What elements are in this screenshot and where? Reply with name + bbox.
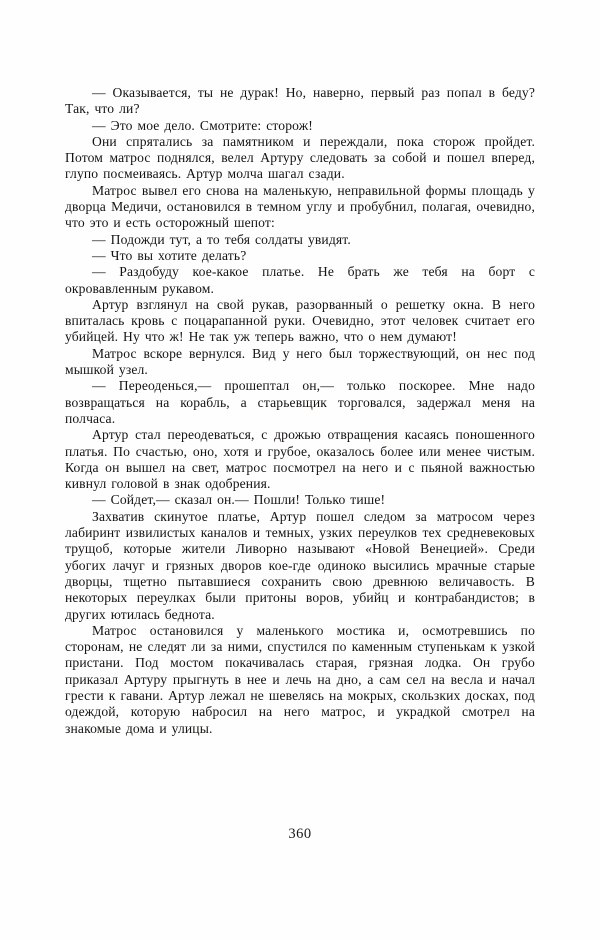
paragraph: Артур стал переодеваться, с дрожью отвращения касаясь поношенного платья. По счастью, оно, хотя и грубое, оказалось более или менее чистым. Когда он вышел на свет, матрос посмотрел на него и с пьяной важностью кивнул головой в знак одобрения. (65, 427, 535, 492)
paragraph: Артур взглянул на свой рукав, разорванный о решетку окна. В него впиталась кровь с поцарапанной руки. Очевидно, этот человек считает его убийцей. Ну что ж! Не так уж теперь важно, что о нем думают! (65, 296, 535, 345)
page-number: 360 (288, 826, 312, 842)
paragraph: — Раздобуду кое-какое платье. Не брать же тебя на борт с окровавленным рукавом. (65, 264, 535, 296)
paragraph: — Сойдет,— сказал он.— Пошли! Только тише! (92, 492, 386, 508)
paragraph: — Подожди тут, а то тебя солдаты увидят. (92, 231, 351, 247)
paragraph: — Это мое дело. Смотрите: сторож! (92, 117, 313, 133)
paragraph: Матрос остановился у маленького мостика и, осмотревшись по сторонам, не следят ли за ними, спустился по каменным ступенькам к узкой пристани. Под мостом покачивалась старая, грязная лодка. Он грубо приказал Артуру прыгнуть в нее и лечь на дно, а сам сел на весла и начал грести к гавани. Артур лежал не шевелясь на мокрых, скользких досках, под одеждой, которую набросил на него матрос, и украдкой смотрел на знакомые дома и улицы. (65, 622, 535, 736)
paragraph: Они спрятались за памятником и переждали, пока сторож пройдет. Потом матрос поднялся, велел Артуру следовать за собой и пошел вперед, глупо посмеиваясь. Артур молча шагал сзади. (65, 133, 535, 182)
paragraph: — Оказывается, ты не дурак! Но, наверно, первый раз попал в беду? Так, что ли? (65, 85, 535, 117)
paragraph: — Переоденься,— прошептал он,— только поскорее. Мне надо возвращаться на корабль, а старьевщик торговался, задержал меня на полчаса. (65, 378, 535, 426)
paragraph: Матрос вывел его снова на маленькую, неправильной формы площадь у дворца Медичи, остановился в темном углу и пробубнил, полагая, очевидно, что это и есть осторожный шепот: (65, 182, 535, 231)
paragraph: — Что вы хотите делать? (92, 247, 247, 263)
paragraph: Матрос вскоре вернулся. Вид у него был торжествующий, он нес под мышкой узел. (65, 345, 535, 378)
paragraph: Захватив скинутое платье, Артур пошел следом за матросом через лабиринт извилистых каналов и темных, узких переулков тех средневековых трущоб, которые жители Ливорно называют «Новой Венецией». Среди убогих лачуг и грязных дворов кое-где одиноко высились мрачные старые дворцы, тщетно пытавшиеся сохранить свою древнюю величавость. В некоторых переулках были притоны воров, убийц и контрабандистов; в других ютилась беднота. (65, 508, 535, 622)
text-block (65, 85, 535, 737)
